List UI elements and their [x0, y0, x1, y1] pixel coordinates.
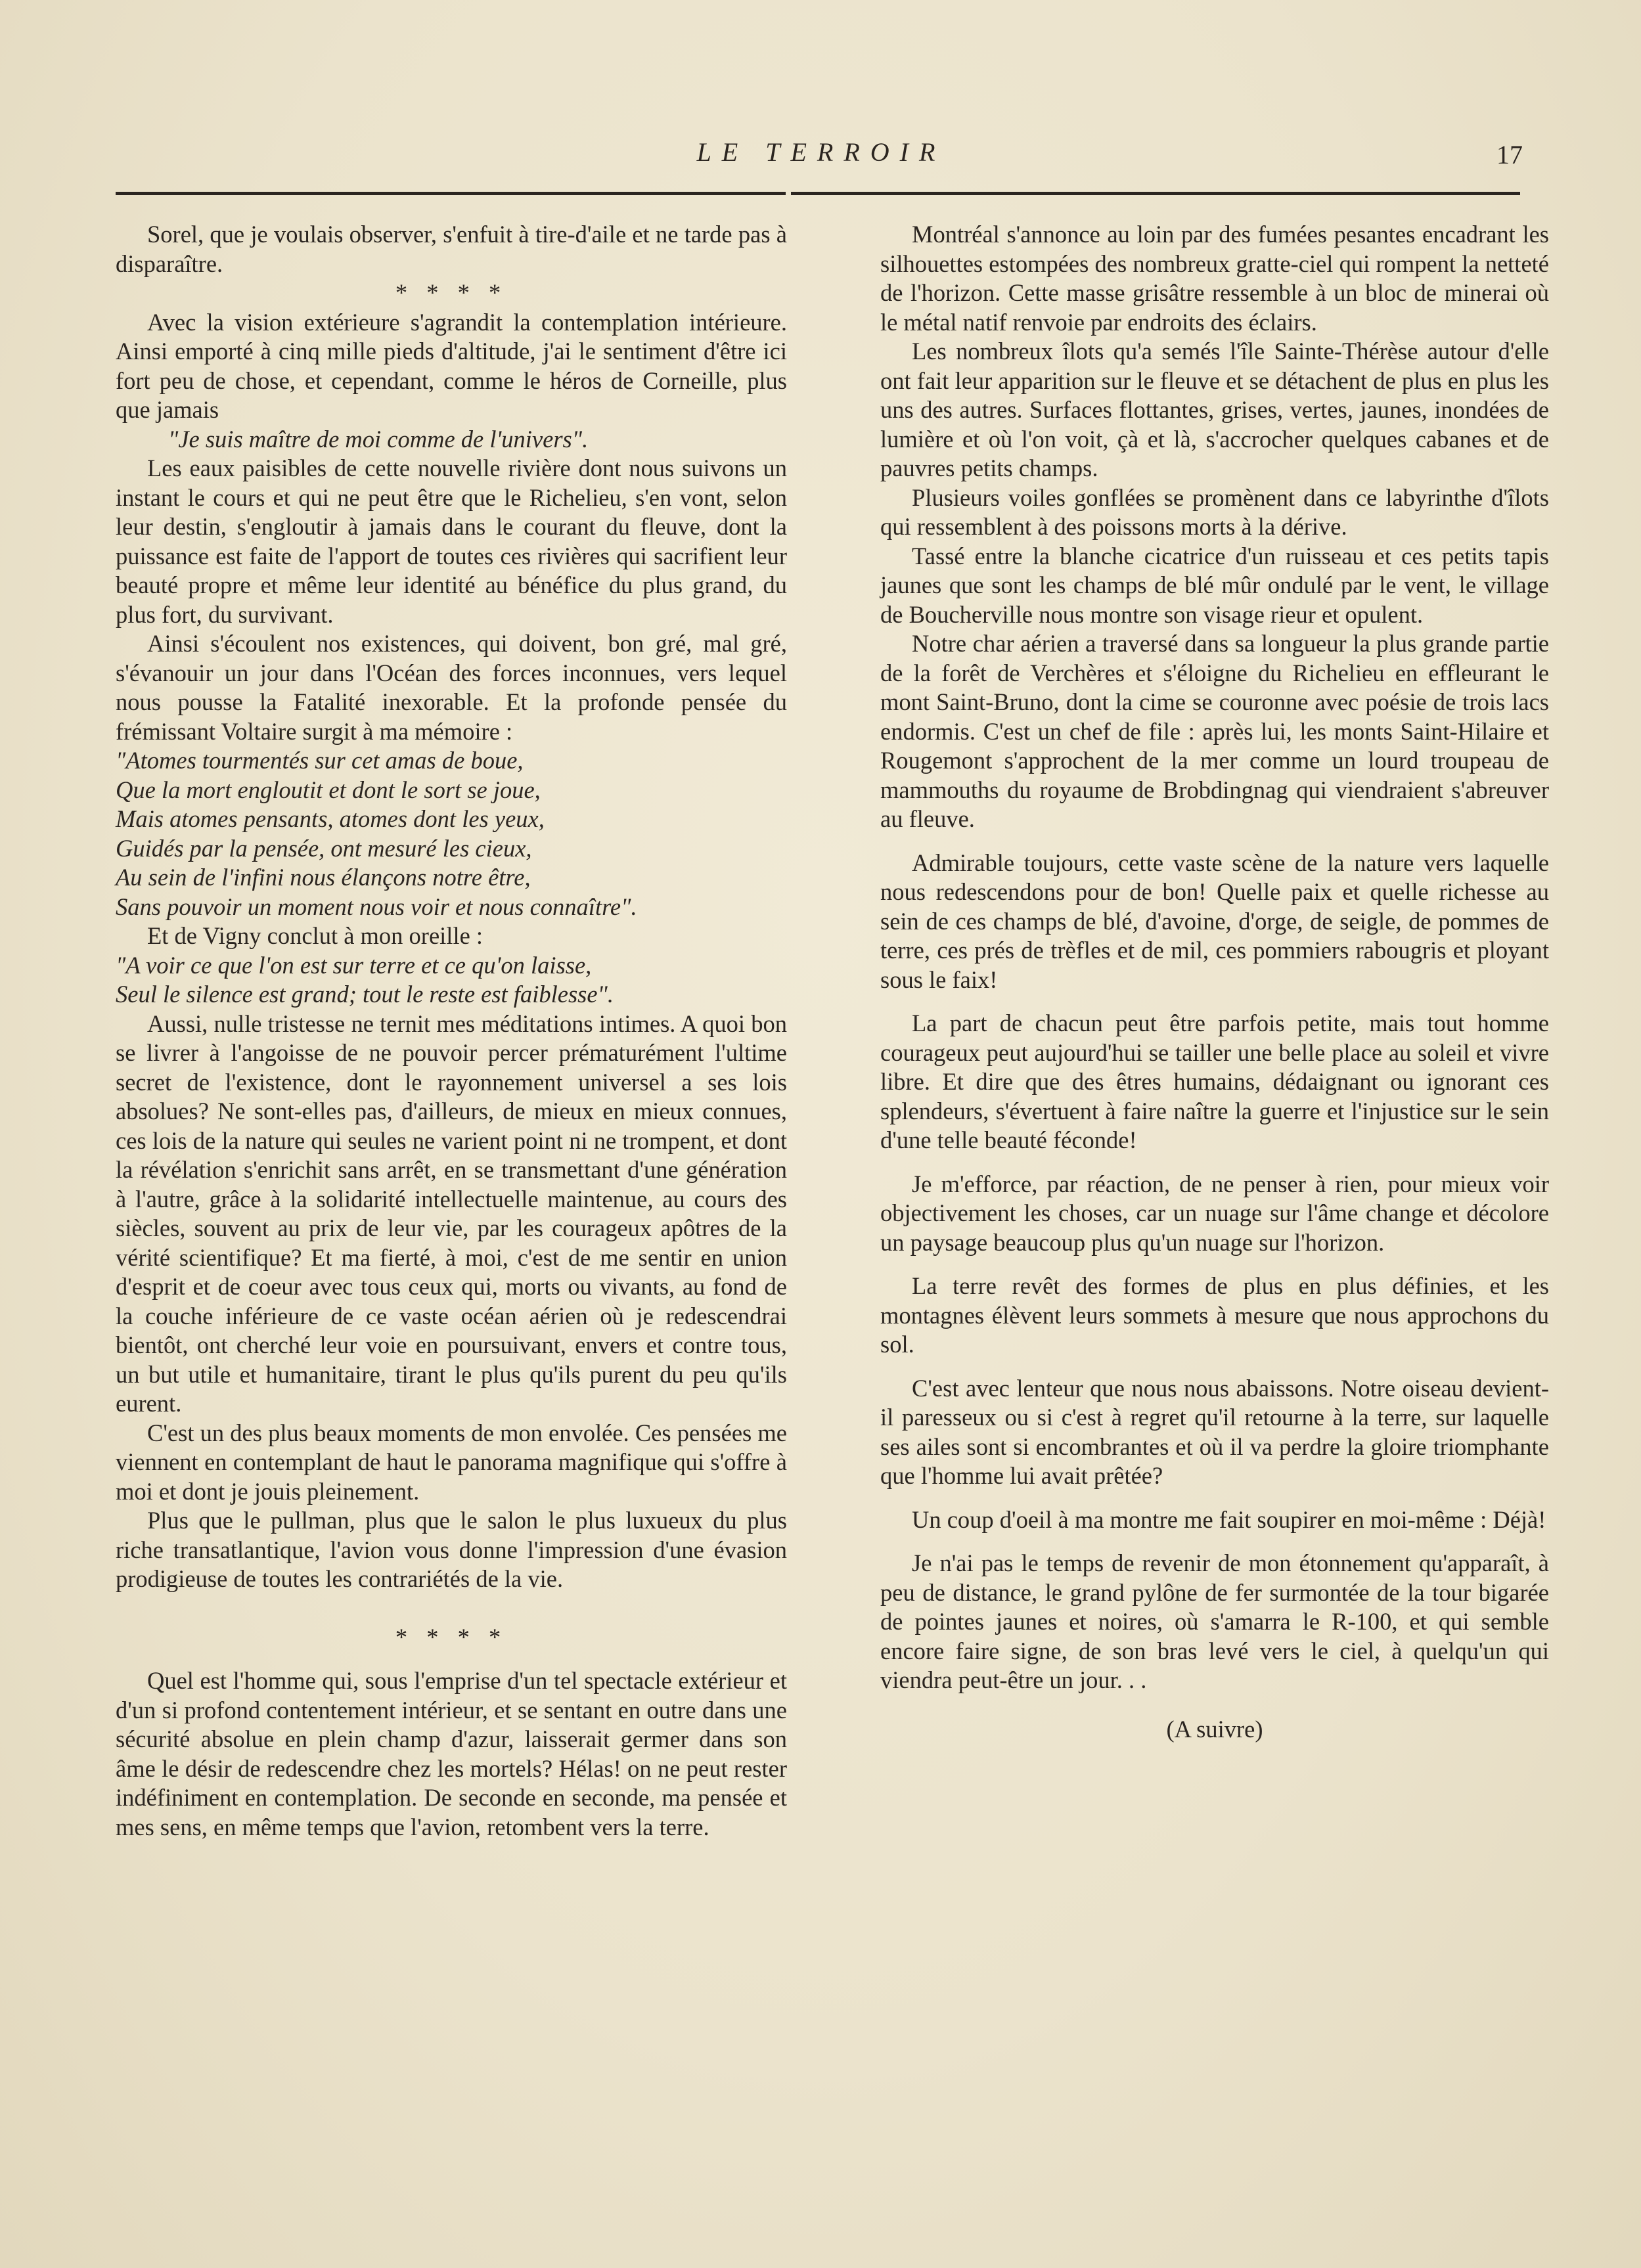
paragraph: Aussi, nulle tristesse ne ternit mes méditations intimes. A quoi bon se livrer à l'angoisse de ne pouvoir percer prématurément l'ultime secret de l'existence, dont le rayonnement universel a ses lois absolues? Ne sont-elles pas, d'ailleurs, de mieux en mieux connues, ces lois de la nature qui seules ne varient point ni ne trompent, et dont la révélation s'enrichit sans arrêt, en se transmettant d'une génération à l'autre, grâce à la solidarité intellectuelle maintenue, au cours des siècles, souvent au prix de leur vie, par les courageux apôtres de la vérité scientifique? Et ma fierté, à moi, c'est de me sentir en union d'esprit et de coeur avec tous ceux qui, morts ou vivants, au fond de la couche inférieure de ce vaste océan aérien où je redescendrai bientôt, ont cherché leur voie en poursuivant, envers et contre tous, un but utile et humanitaire, tirant le plus qu'ils purent du peu qu'ils eurent. — [116, 1010, 787, 1417]
paragraph: Notre char aérien a traversé dans sa longueur la plus grande partie de la forêt de Verchères et s'éloigne du Richelieu en effleurant le mont Saint-Bruno, dont la cime se couronne avec poésie de trois lacs endormis. C'est un chef de file : après lui, les monts Saint-Hilaire et Rougemont s'approchent de la mer comme un lourd troupeau de mammouths du royaume de Brobdingnag qui viendraient s'abreuver au fleuve. — [880, 630, 1549, 832]
paragraph: Plus que le pullman, plus que le salon le plus luxueux du plus riche transatlantique, l'avion vous donne l'impression d'une évasion prodigieuse de toutes les contrariétés de la vie. — [116, 1507, 787, 1592]
verse-line: Mais atomes pensants, atomes dont les yeux, — [116, 805, 545, 832]
paragraph: Quel est l'homme qui, sous l'emprise d'un tel spectacle extérieur et d'un si profond contentement intérieur, et se sentant en outre dans une sécurité absolue en plein champ d'azur, laisserait germer dans son âme le désir de redescendre chez les mortels? Hélas! on ne peut rester indéfiniment en contemplation. De seconde en seconde, ma pensée et mes sens, en même temps que l'avion, retombent vers la terre. — [116, 1667, 787, 1840]
header-rule-left — [116, 192, 786, 195]
paragraph: La terre revêt des formes de plus en plus définies, et les montagnes élèvent leurs sommets à mesure que nous approchons du sol. — [880, 1272, 1549, 1358]
voltaire-verse — [116, 746, 787, 922]
paragraph: Admirable toujours, cette vaste scène de la nature vers laquelle nous redescendons pour de bon! Quelle paix et quelle richesse au sein de ces champs de blé, d'avoine, d'orge, de seigle, de pommes de terre, ces prés de trèfles et de mil, ces pommiers rabougris et ployant sous le faix! — [880, 849, 1549, 993]
paragraph: Je m'efforce, par réaction, de ne penser à rien, pour mieux voir objectivement les choses, car un nuage sur l'âme change et décolore un paysage beaucoup plus qu'un nuage sur l'horizon. — [880, 1170, 1549, 1256]
paragraph: Les eaux paisibles de cette nouvelle rivière dont nous suivons un instant le cours et qui ne peut être que le Richelieu, s'en vont, selon leur destin, s'engloutir à jamais dans le courant du fleuve, dont la puissance est faite de l'apport de toutes ces rivières qui sacrifient leur beauté propre et même leur identité au bénéfice du plus grand, du plus fort, du survivant. — [116, 455, 787, 628]
verse-line: Au sein de l'infini nous élançons notre être, — [116, 864, 531, 891]
running-header-title: LE TERROIR — [696, 137, 946, 167]
paragraph: Les nombreux îlots qu'a semés l'île Sainte-Thérèse autour d'elle ont fait leur apparition sur le fleuve et se détachent de plus en plus les uns des autres. Surfaces flottantes, grises, vertes, jaunes, inondées de lumière et où l'on voit, çà et là, s'accrocher quelques cabanes et de pauvres petits champs. — [880, 338, 1549, 481]
section-break-stars: * * * * — [395, 1623, 508, 1651]
right-column — [880, 220, 1549, 1744]
paragraph: Avec la vision extérieure s'agrandit la contemplation intérieure. Ainsi emporté à cinq mille pieds d'altitude, j'ai le sentiment d'être ici fort peu de chose, et cependant, comme le héros de Corneille, plus que jamais — [116, 308, 787, 423]
page-number: 17 — [1496, 140, 1523, 169]
header-rule-right — [791, 192, 1520, 195]
verse-line: Seul le silence est grand; tout le reste est faiblesse". — [116, 981, 614, 1008]
verse-line: Sans pouvoir un moment nous voir et nous connaître". — [116, 893, 637, 920]
paragraph: La part de chacun peut être parfois petite, mais tout homme courageux peut aujourd'hui se tailler une belle place au soleil et vivre libre. Et dire que des êtres humains, dédaignant ou ignorant ces splendeurs, s'évertuent à faire naître la guerre et l'injustice sur le sein d'une telle beauté féconde! — [880, 1010, 1549, 1153]
corneille-quote: "Je suis maître de moi comme de l'univers". — [168, 425, 589, 453]
paragraph: Sorel, que je voulais observer, s'enfuit à tire-d'aile et ne tarde pas à disparaître. — [116, 221, 787, 277]
verse-line: "A voir ce que l'on est sur terre et ce qu'on laisse, — [116, 951, 592, 979]
verse-line: Guidés par la pensée, ont mesuré les cieux, — [116, 834, 532, 862]
paragraph: Ainsi s'écoulent nos existences, qui doivent, bon gré, mal gré, s'évanouir un jour dans l'Océan des forces inconnues, vers lequel nous pousse la Fatalité inexorable. Et la profonde pensée du frémissant Voltaire surgit à ma mémoire : — [116, 630, 787, 745]
vigny-verse — [116, 951, 787, 1010]
left-column — [116, 220, 787, 1842]
verse-line: "Atomes tourmentés sur cet amas de boue, — [116, 747, 524, 774]
paragraph: Un coup d'oeil à ma montre me fait soupirer en moi-même : Déjà! — [912, 1505, 1546, 1533]
verse-line: Que la mort engloutit et dont le sort se joue, — [116, 776, 541, 803]
paragraph: C'est avec lenteur que nous nous abaissons. Notre oiseau devient-il paresseux ou si c'est à regret qu'il retourne à la terre, sur laquelle ses ailes sont si encombrantes et où il va perdre la gloire triomphante que l'homme lui avait prêtée? — [880, 1374, 1549, 1489]
paragraph: Je n'ai pas le temps de revenir de mon étonnement qu'apparaît, à peu de distance, le grand pylône de fer surmontée de la tour bigarée de pointes jaunes et noires, où s'amarra le R-100, et qui semble encore faire signe, de son bras levé vers le ciel, à quelqu'un qui viendra peut-être un jour. . . — [880, 1549, 1549, 1693]
paragraph: Montréal s'annonce au loin par des fumées pesantes encadrant les silhouettes estompées des nombreux gratte-ciel qui rompent la netteté de l'horizon. Cette masse grisâtre ressemble à un bloc de minerai où le métal natif renvoie par endroits des éclairs. — [880, 221, 1549, 336]
paragraph: Tassé entre la blanche cicatrice d'un ruisseau et ces petits tapis jaunes que sont les champs de blé mûr ondulé par le vent, le village de Boucherville nous montre son visage rieur et opulent. — [880, 542, 1549, 628]
paragraph: Plusieurs voiles gonflées se promènent dans ce labyrinthe d'îlots qui ressemblent à des poissons morts à la dérive. — [880, 483, 1549, 540]
section-break-stars: * * * * — [395, 279, 508, 306]
to-be-continued: (A suivre) — [1166, 1715, 1263, 1743]
paragraph: Et de Vigny conclut à mon oreille : — [147, 922, 483, 949]
paragraph: C'est un des plus beaux moments de mon envolée. Ces pensées me viennent en contemplant de haut le panorama magnifique qui s'offre à moi et dont je jouis pleinement. — [116, 1419, 787, 1505]
